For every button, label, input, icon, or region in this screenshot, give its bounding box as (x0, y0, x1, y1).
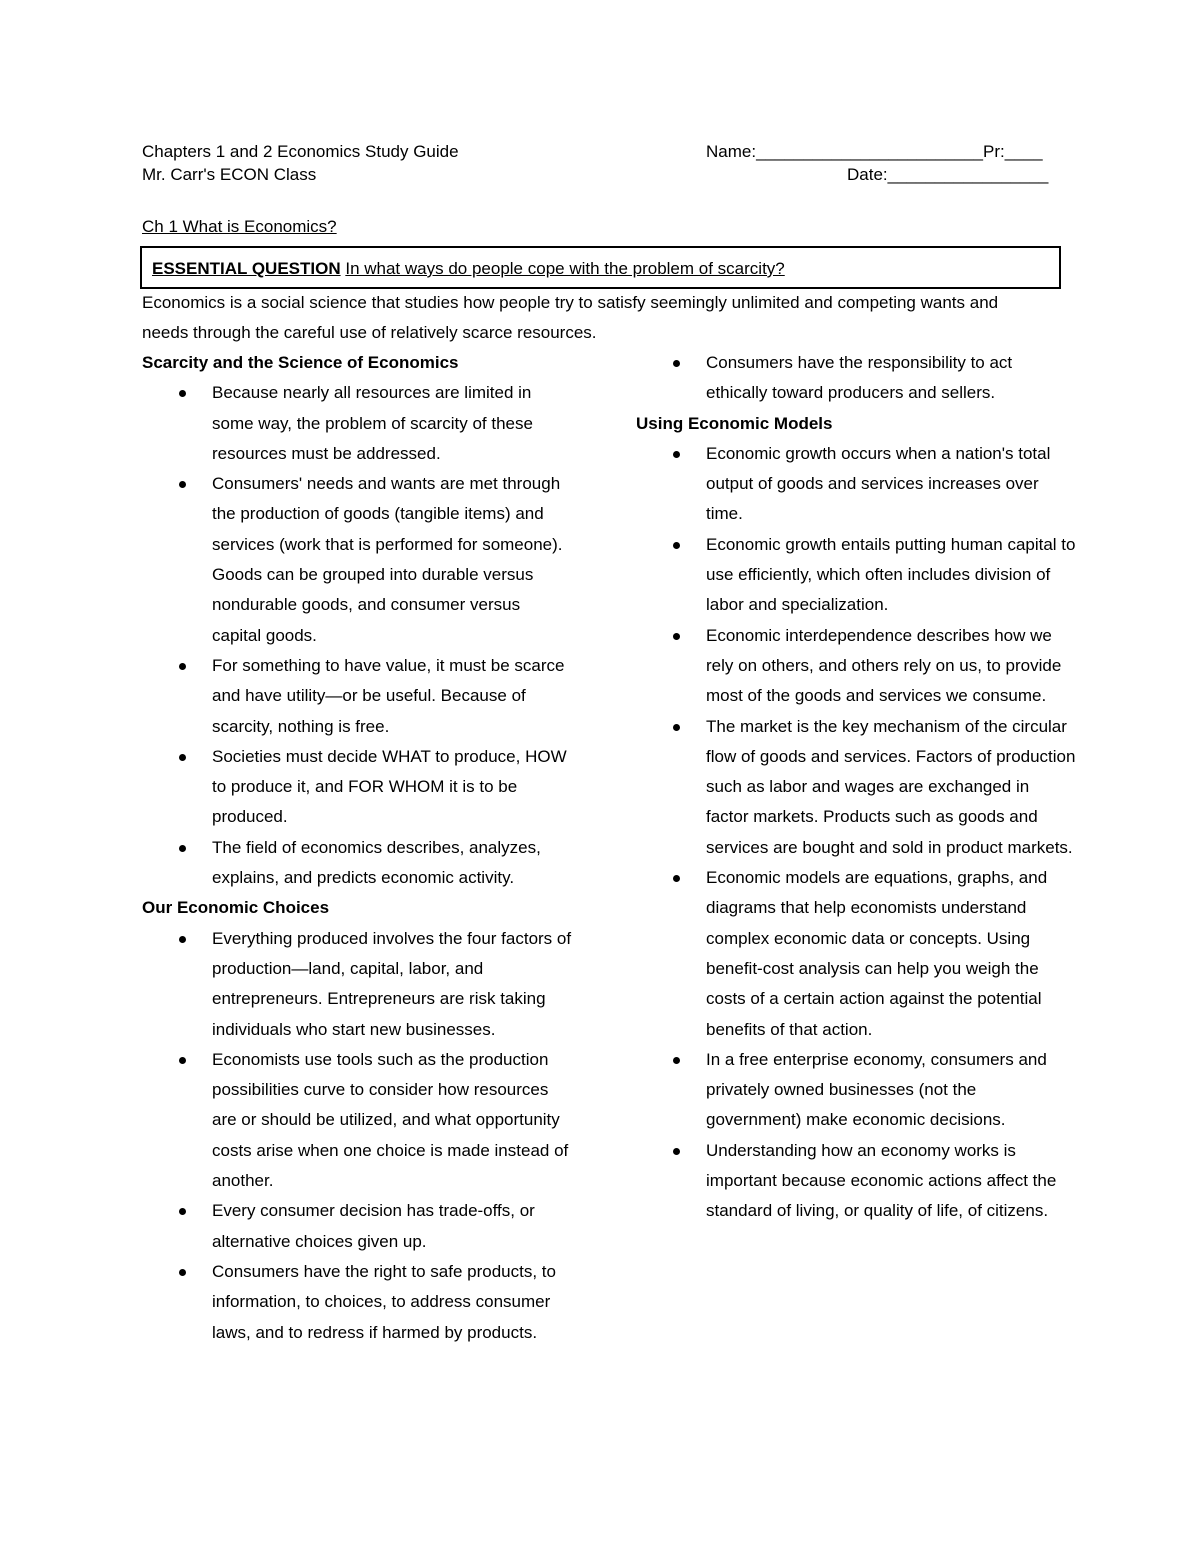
name-period-field: Name:________________________Pr:____ (706, 142, 1043, 161)
bullet-list-choices (142, 924, 572, 1348)
list-item: Consumers' needs and wants are met through the production of goods (tangible items) and services (work that is performed for someone). Goods can be grouped into durable versus nondurable goods, and consumer versus capital goods. (142, 469, 572, 651)
list-item: Societies must decide WHAT to produce, HOW to produce it, and FOR WHOM it is to be produced. (142, 742, 572, 833)
bullet-icon (179, 390, 186, 397)
essential-question-label: ESSENTIAL QUESTION (152, 259, 341, 278)
left-column (142, 348, 572, 1348)
bullet-icon (673, 875, 680, 882)
list-item: Economists use tools such as the production possibilities curve to consider how resources are or should be utilized, and what opportunity costs arise when one choice is made instead of another. (142, 1045, 572, 1196)
bullet-icon (673, 633, 680, 640)
list-item: Because nearly all resources are limited in some way, the problem of scarcity of these resources must be addressed. (142, 378, 572, 469)
list-item: For something to have value, it must be scarce and have utility—or be useful. Because of scarcity, nothing is free. (142, 651, 572, 742)
essential-question-line (152, 258, 785, 280)
bullet-icon (179, 663, 186, 670)
list-item: The field of economics describes, analyzes, explains, and predicts economic activity. (142, 833, 572, 894)
list-item: The market is the key mechanism of the circular flow of goods and services. Factors of production such as labor and wages are exchanged in factor markets. Products such as goods and services are bought and sold in product markets. (636, 712, 1076, 863)
section-heading-choices: Our Economic Choices (142, 898, 330, 918)
section-heading-models: Using Economic Models (636, 413, 833, 433)
bullet-icon (673, 1057, 680, 1064)
bullet-icon (179, 845, 186, 852)
list-item: Consumers have the right to safe products, to information, to choices, to address consumer laws, and to redress if harmed by products. (142, 1257, 572, 1348)
bullet-icon (179, 481, 186, 488)
bullet-icon (673, 451, 680, 458)
bullet-icon (673, 724, 680, 731)
list-item: Economic growth occurs when a nation's total output of goods and services increases over time. (636, 439, 1076, 530)
bullet-icon (179, 936, 186, 943)
bullet-icon (673, 360, 680, 367)
bullet-list-models (636, 439, 1076, 1227)
date-field: Date:_________________ (847, 165, 1049, 184)
bullet-icon (179, 1057, 186, 1064)
bullet-list-scarcity (142, 378, 572, 893)
class-name: Mr. Carr's ECON Class (142, 165, 317, 184)
section-heading-scarcity: Scarcity and the Science of Economics (142, 353, 459, 372)
list-item: Economic interdependence describes how we rely on others, and others rely on us, to provide most of the goods and services we consume. (636, 621, 1076, 712)
list-item: In a free enterprise economy, consumers and privately owned businesses (not the government) make economic decisions. (636, 1045, 1076, 1136)
document-title: Chapters 1 and 2 Economics Study Guide (142, 142, 459, 161)
essential-question-box (140, 246, 1061, 289)
list-item: Understanding how an economy works is important because economic actions affect the standard of living, or quality of life, of citizens. (636, 1136, 1076, 1227)
list-item: Economic growth entails putting human capital to use efficiently, which often includes division of labor and specialization. (636, 530, 1076, 621)
bullet-icon (673, 1148, 680, 1155)
bullet-icon (179, 1269, 186, 1276)
essential-question-text: In what ways do people cope with the problem of scarcity? (345, 259, 785, 278)
bullet-icon (673, 542, 680, 549)
intro-paragraph: Economics is a social science that studies how people try to satisfy seemingly unlimited and competing wants and needs through the careful use of relatively scarce resources. (142, 293, 999, 343)
list-item: Consumers have the responsibility to act ethically toward producers and sellers. (636, 348, 1076, 409)
list-item: Every consumer decision has trade-offs, or alternative choices given up. (142, 1196, 572, 1257)
bullet-icon (179, 1208, 186, 1215)
list-item: Economic models are equations, graphs, and diagrams that help economists understand complex economic data or concepts. Using benefit-cost analysis can help you weigh the costs of a certain action against the potential benefits of that action. (636, 863, 1076, 1045)
chapter-heading: Ch 1 What is Economics? (142, 217, 337, 236)
list-item: Everything produced involves the four factors of production—land, capital, labor, and entrepreneurs. Entrepreneurs are risk taking individuals who start new businesses. (142, 924, 572, 1045)
bullet-icon (179, 754, 186, 761)
bullet-list-continued (636, 348, 1076, 409)
right-column (636, 348, 1076, 1227)
